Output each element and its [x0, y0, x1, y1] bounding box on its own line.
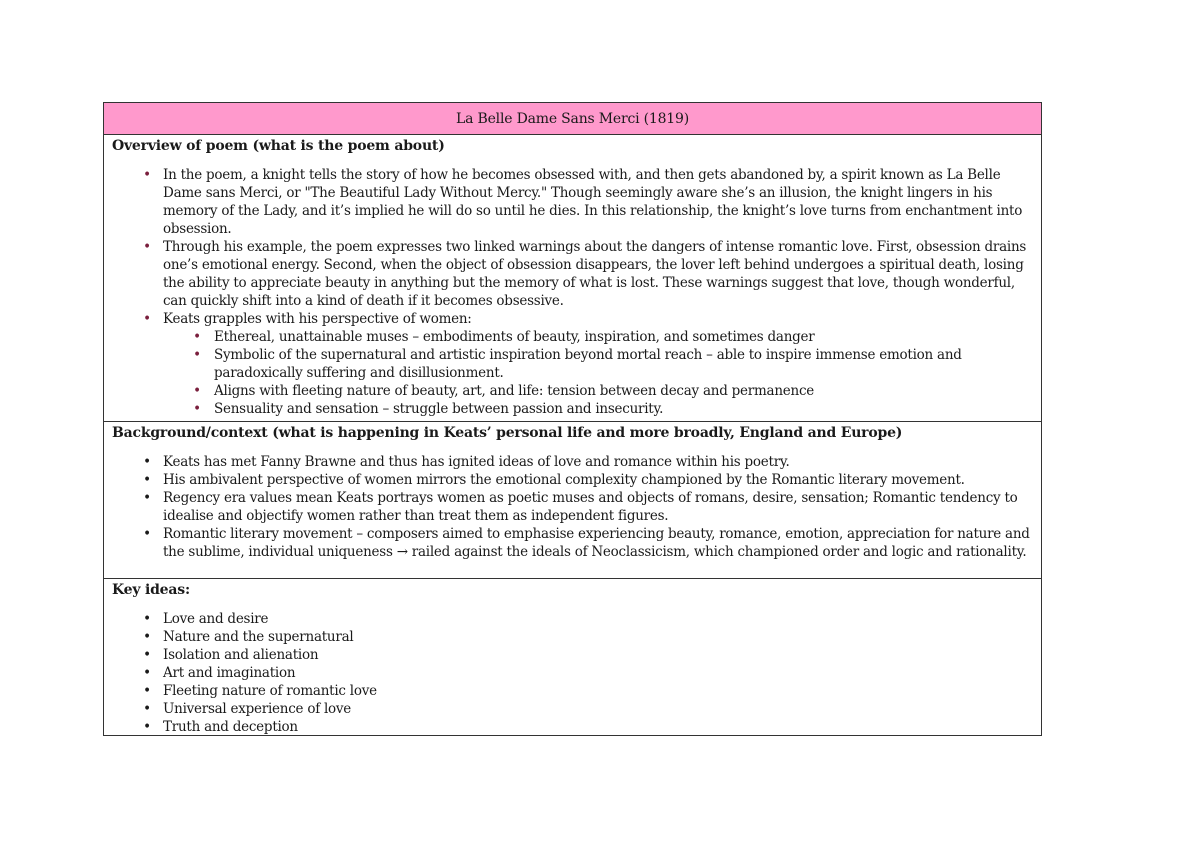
list-item: • In the poem, a knight tells the story of how he becomes obsessed with, and then gets abandoned by, a spirit known as La Belle Dame sans Merci, or "The Beautiful Lady Without Mercy." Though seemingly aware she’s an illusion, the knight lingers in his memory of the Lady, and it’s implied he will do so until he dies. In this relationship, the knight’s love turns from enchantment into obsession.: [143, 167, 1023, 237]
bullet-icon: •: [143, 454, 151, 470]
bullet-icon: •: [143, 311, 151, 327]
list-item: • Universal experience of love: [143, 701, 352, 717]
bullet-icon: •: [193, 347, 201, 363]
key-ideas-heading: Key ideas:: [112, 582, 190, 598]
bullet-icon: •: [193, 329, 201, 345]
women-perspective-sublist: [112, 328, 1041, 418]
list-item: • Keats grapples with his perspective of women:: [143, 311, 472, 327]
list-item: • Ethereal, unattainable muses – embodiments of beauty, inspiration, and sometimes danger: [193, 329, 815, 345]
bullet-icon: •: [143, 629, 151, 645]
list-item: • Through his example, the poem expresses two linked warnings about the dangers of intense romantic love. First, obsession drains one’s emotional energy. Second, when the object of obsession disappears, the lover left behind undergoes a spiritual death, losing the ability to appreciate beauty in anything but the memory of what is lost. These warnings suggest that love, though wonderful, can quickly shift into a kind of death if it becomes obsessive.: [143, 239, 1027, 309]
list-item: • Aligns with fleeting nature of beauty, art, and life: tension between decay and permanence: [193, 383, 815, 399]
list-item: • Art and imagination: [143, 665, 296, 681]
list-item: • Symbolic of the supernatural and artistic inspiration beyond mortal reach – able to inspire immense emotion and paradoxically suffering and disillusionment.: [193, 347, 962, 381]
list-item: • Romantic literary movement – composers aimed to emphasise experiencing beauty, romance, emotion, appreciation for nature and the sublime, individual uniqueness → railed against the ideals of Neoclassicism, which championed order and logic and rationality.: [143, 526, 1030, 560]
bullet-icon: •: [143, 683, 151, 699]
background-section: [104, 423, 1041, 579]
bullet-icon: •: [143, 701, 151, 717]
list-item: • Sensuality and sensation – struggle between passion and insecurity.: [193, 401, 664, 417]
list-item: • His ambivalent perspective of women mirrors the emotional complexity championed by the Romantic literary movement.: [143, 472, 965, 488]
bullet-icon: •: [143, 472, 151, 488]
overview-list: [112, 166, 1041, 328]
list-item: • Love and desire: [143, 611, 269, 627]
table-title: [104, 103, 1041, 135]
bullet-icon: •: [143, 665, 151, 681]
list-item: • Truth and deception: [143, 719, 298, 735]
poem-table: [103, 102, 1042, 736]
list-item: • Fleeting nature of romantic love: [143, 683, 377, 699]
list-item: • Keats has met Fanny Brawne and thus has ignited ideas of love and romance within his poetry.: [143, 454, 790, 470]
bullet-icon: •: [193, 383, 201, 399]
bullet-icon: •: [193, 401, 201, 417]
bullet-icon: •: [143, 719, 151, 735]
overview-section: [104, 136, 1041, 422]
poem-title: La Belle Dame Sans Merci (1819): [456, 110, 689, 127]
background-list: [112, 453, 1041, 561]
list-item: • Isolation and alienation: [143, 647, 319, 663]
key-ideas-list: [112, 610, 1041, 736]
bullet-icon: •: [143, 647, 151, 663]
overview-heading: Overview of poem (what is the poem about): [112, 138, 445, 154]
background-heading: Background/context (what is happening in Keats’ personal life and more broadly, England and Europe): [112, 425, 903, 441]
list-item: • Regency era values mean Keats portrays women as poetic muses and objects of romans, desire, sensation; Romantic tendency to idealise and objectify women rather than treat them as independent figures.: [143, 490, 1018, 524]
bullet-icon: •: [143, 526, 151, 542]
bullet-icon: •: [143, 239, 151, 255]
bullet-icon: •: [143, 167, 151, 183]
bullet-icon: •: [143, 611, 151, 627]
key-ideas-section: [104, 580, 1041, 735]
bullet-icon: •: [143, 490, 151, 506]
list-item: • Nature and the supernatural: [143, 629, 354, 645]
